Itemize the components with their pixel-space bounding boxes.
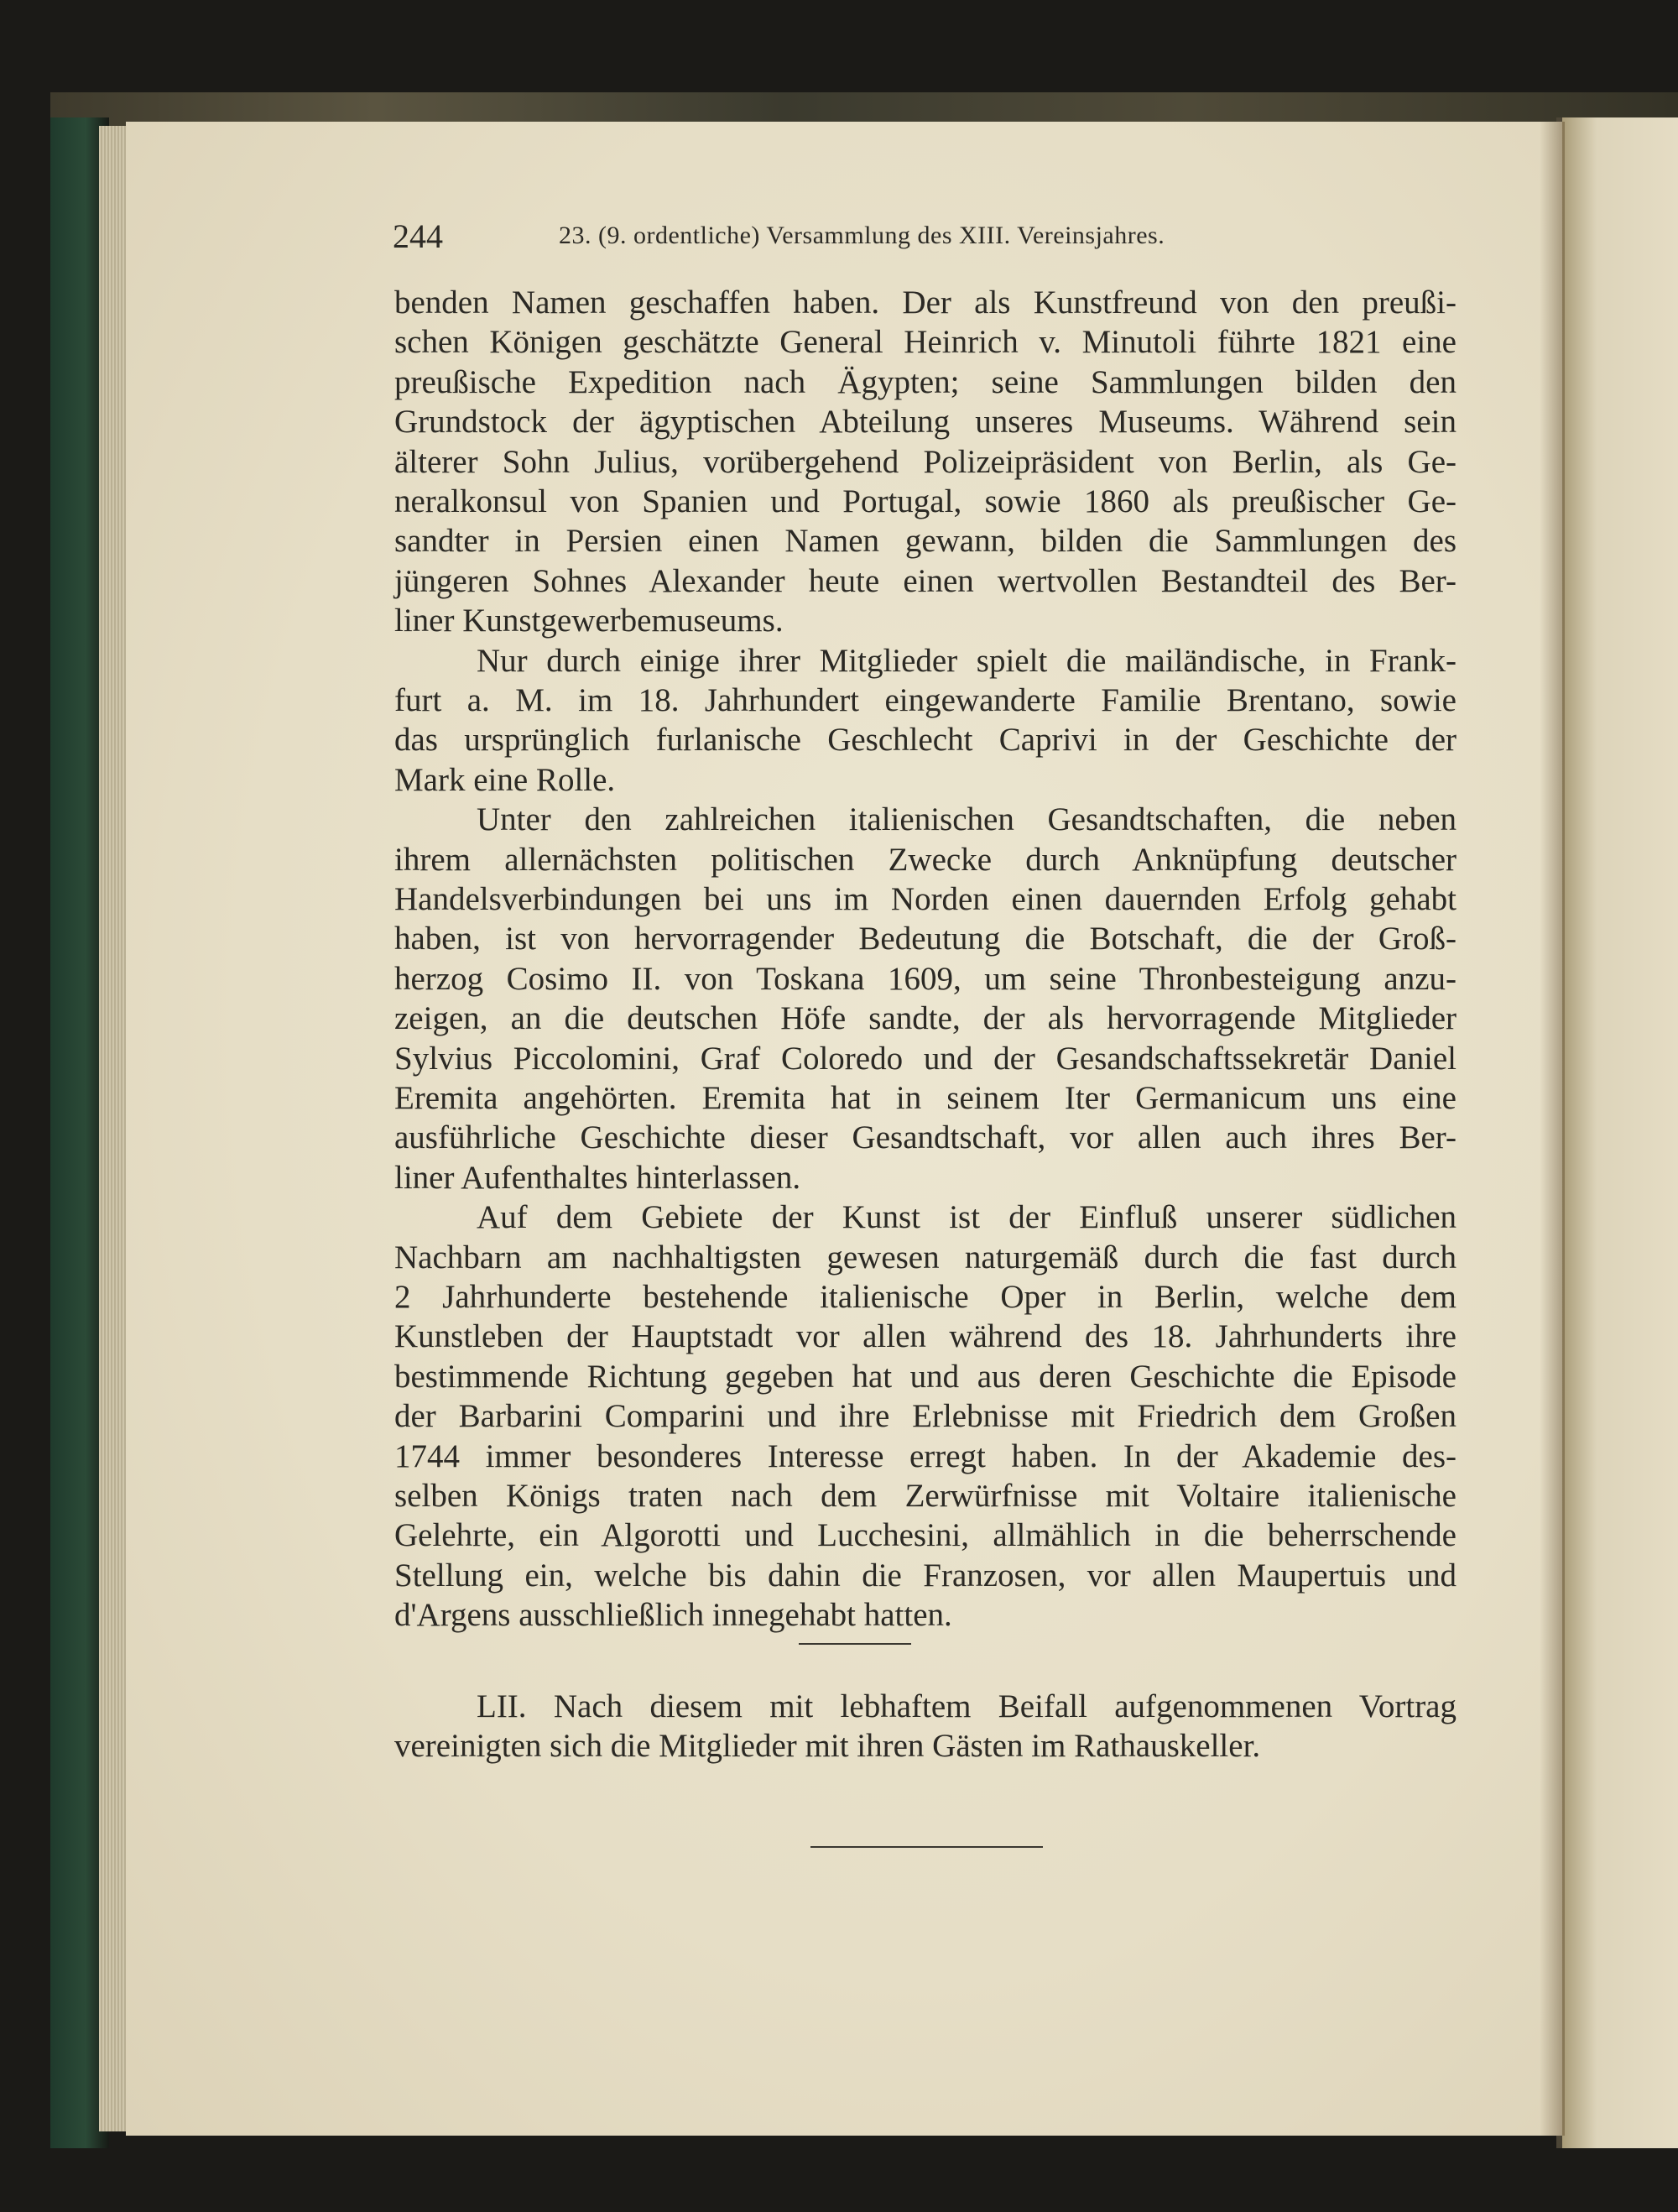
closing-line: LII. Nach diesem mit lebhaftem Beifall aufgenommenen Vortrag (477, 1688, 1457, 1724)
paragraph-line: neralkonsul von Spanien und Portugal, sowie 1860 als preußischer Ge- (394, 483, 1457, 519)
paragraph-line: herzog Cosimo II. von Toskana 1609, um seine Thronbesteigung anzu- (394, 960, 1457, 997)
paragraph-line: ihrem allernächsten politischen Zwecke durch Anknüpfung deutscher (394, 841, 1457, 878)
paragraph-line: ausführliche Geschichte dieser Gesandtschaft, vor allen auch ihres Ber- (394, 1119, 1457, 1156)
paragraph-line: das ursprünglich furlanische Geschlecht Caprivi in der Geschichte der (394, 722, 1457, 759)
paragraph-line: selben Königs traten nach dem Zerwürfnisse mit Voltaire italienische (394, 1478, 1457, 1514)
paragraph-line: zeigen, an die deutschen Höfe sandte, der als hervorragende Mitglieder (394, 1000, 1457, 1037)
page-gutter-shadow (1540, 122, 1565, 2136)
paragraph-line: liner Kunstgewerbemuseums. (394, 603, 784, 639)
paragraph-line: Eremita angehörten. Eremita hat in seinem Iter Germanicum uns eine (394, 1080, 1457, 1116)
section-divider (799, 1643, 911, 1645)
paragraph-line: Kunstleben der Hauptstadt vor allen während des 18. Jahrhunderts ihre (394, 1318, 1457, 1355)
paragraph-line: Mark eine Rolle. (394, 761, 616, 798)
page-header (393, 217, 1458, 258)
paragraph-line: preußische Expedition nach Ägypten; seine Sammlungen bilden den (394, 363, 1457, 400)
paragraph-line: d'Argens ausschließlich innegehabt hatten. (394, 1597, 952, 1634)
next-page (1562, 117, 1678, 2148)
paragraph-line: Nur durch einige ihrer Mitglieder spielt die mailändische, in Frank- (477, 642, 1457, 679)
paragraph-line: sandter in Persien einen Namen gewann, bilden die Sammlungen des (394, 523, 1457, 560)
paragraph-line: schen Königen geschätzte General Heinrich v. Minutoli führte 1821 eine (394, 324, 1457, 361)
paragraph-line: der Barbarini Comparini und ihre Erlebnisse mit Friedrich dem Großen (394, 1398, 1457, 1435)
closing-line: vereinigten sich die Mitglieder mit ihren Gästen im Rathauskeller. (394, 1728, 1261, 1765)
paragraph-line: Handelsverbindungen bei uns im Norden einen dauernden Erfolg gehabt (394, 881, 1457, 917)
paragraph-line: Nachbarn am nachhaltigsten gewesen naturgemäß durch die fast durch (394, 1239, 1457, 1276)
paragraph-line: Auf dem Gebiete der Kunst ist der Einfluß unserer südlichen (477, 1199, 1457, 1236)
paragraph-line: Sylvius Piccolomini, Graf Coloredo und der Gesandschaftssekretär Daniel (394, 1040, 1457, 1077)
paragraph-line: benden Namen geschaffen haben. Der als Kunstfreund von den preußi- (394, 284, 1457, 321)
paragraph-line: 1744 immer besonderes Interesse erregt haben. In der Akademie des- (394, 1437, 1457, 1474)
paragraph-line: liner Aufenthaltes hinterlassen. (394, 1159, 801, 1196)
paragraph-line: älterer Sohn Julius, vorübergehend Polizeipräsident von Berlin, als Ge- (394, 443, 1457, 480)
paragraph-line: Unter den zahlreichen italienischen Gesandtschaften, die neben (477, 801, 1457, 838)
paragraph-line: Grundstock der ägyptischen Abteilung unseres Museums. Während sein (394, 404, 1457, 441)
paragraph-line: Stellung ein, welche bis dahin die Franzosen, vor allen Maupertuis und (394, 1557, 1457, 1594)
paragraph-line: haben, ist von hervorragender Bedeutung die Botschaft, die der Groß- (394, 921, 1457, 957)
paragraph-line: 2 Jahrhunderte bestehende italienische Oper in Berlin, welche dem (394, 1279, 1457, 1315)
paragraph-line: jüngeren Sohnes Alexander heute einen wertvollen Bestandteil des Ber- (394, 562, 1457, 599)
paragraph-line: Gelehrte, ein Algorotti und Lucchesini, allmählich in die beherrschende (394, 1517, 1457, 1554)
page-number: 244 (393, 217, 443, 255)
paragraph-line: bestimmende Richtung gegeben hat und aus deren Geschichte die Episode (394, 1358, 1457, 1395)
paragraph-line: furt a. M. im 18. Jahrhundert eingewanderte Familie Brentano, sowie (394, 682, 1457, 718)
end-rule (810, 1846, 1043, 1848)
running-head: 23. (9. ordentliche) Versammlung des XIII. Vereinsjahres. (559, 222, 1165, 249)
